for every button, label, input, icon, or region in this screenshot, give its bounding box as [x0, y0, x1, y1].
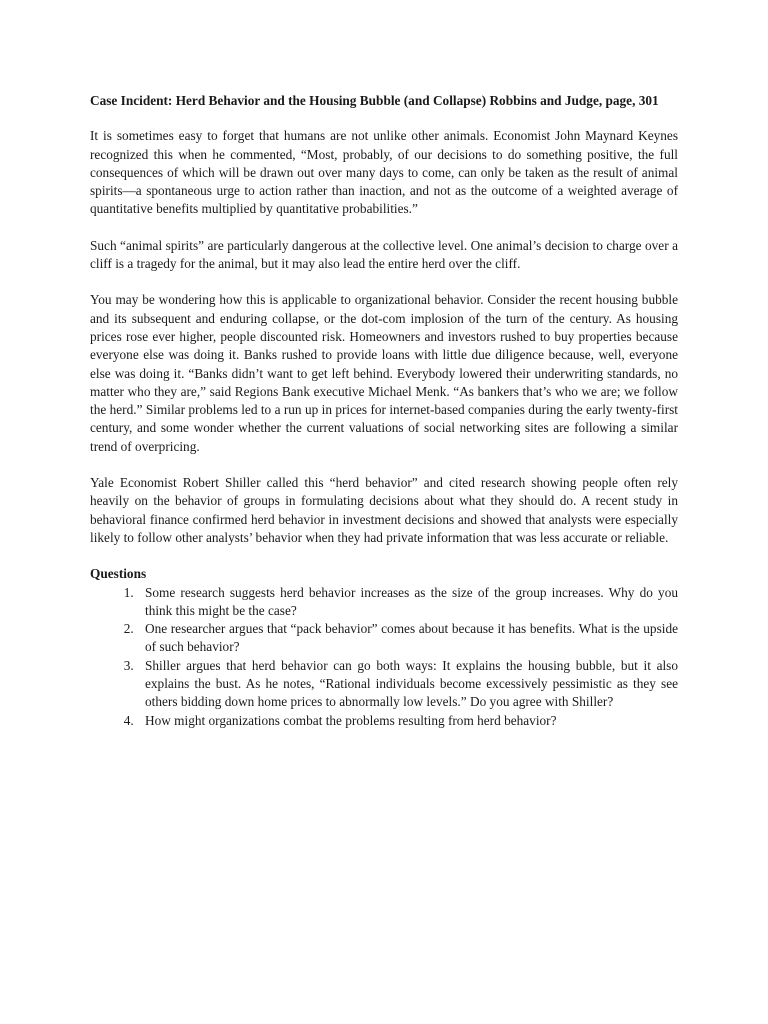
paragraph-housing-bubble: You may be wondering how this is applicable to organizational behavior. Consider the recent housing bubble and its subsequent and enduring collapse, or the dot-com implosion of the turn of the century. As housing prices rose ever higher, people discounted risk. Homeowners and investors rushed to buy properties because everyone else was doing it. Banks rushed to provide loans with little due diligence because, well, everyone else was doing it. “Banks didn’t want to get left behind. Everybody lowered their underwriting standards, no matter who they are,” said Regions Bank executive Michael Menk. “As bankers that’s who we are; we follow the herd.” Similar problems led to a run up in prices for internet-based companies during the early twenty-first century, and some wonder whether the current valuations of social networking sites are following a similar trend of overpricing. [90, 292, 678, 454]
question-item-1: 1. Some research suggests herd behavior increases as the size of the group increases. Why do you think this might be the case? [137, 584, 678, 621]
paragraph-shiller: Yale Economist Robert Shiller called this “herd behavior” and cited research showing people often rely heavily on the behavior of groups in formulating decisions about what they should do. A recent study in behavioral finance confirmed herd behavior in investment decisions and showed that analysts were especially likely to follow other analysts’ behavior when they had private information that was less accurate or reliable. [90, 475, 678, 545]
paragraph-keynes: It is sometimes easy to forget that humans are not unlike other animals. Economist John Maynard Keynes recognized this when he commented, “Most, probably, of our decisions to do something positive, the full consequences of which will be drawn out over many days to come, can only be taken as the result of animal spirits—a spontaneous urge to action rather than inaction, and not as the outcome of a weighted average of quantitative benefits multiplied by quantitative probabilities.” [90, 128, 678, 217]
questions-heading: Questions [90, 566, 147, 582]
question-item-2: 2. One researcher argues that “pack behavior” comes about because it has benefits. What is the upside of such behavior? [137, 620, 678, 657]
document-page [90, 92, 678, 730]
question-item-4: 4. How might organizations combat the problems resulting from herd behavior? [137, 712, 678, 730]
questions-list [90, 584, 678, 730]
paragraph-animal-spirits: Such “animal spirits” are particularly dangerous at the collective level. One animal’s decision to charge over a cliff is a tragedy for the animal, but it may also lead the entire herd over the cliff. [90, 237, 678, 272]
question-item-3: 3. Shiller argues that herd behavior can go both ways: It explains the housing bubble, but it also explains the bust. As he notes, “Rational individuals become excessively pessimistic as they see others bidding down home prices to abnormally low levels.” Do you agree with Shiller? [137, 657, 678, 712]
document-title: Case Incident: Herd Behavior and the Housing Bubble (and Collapse) Robbins and Judge, page, 301 [90, 93, 659, 108]
